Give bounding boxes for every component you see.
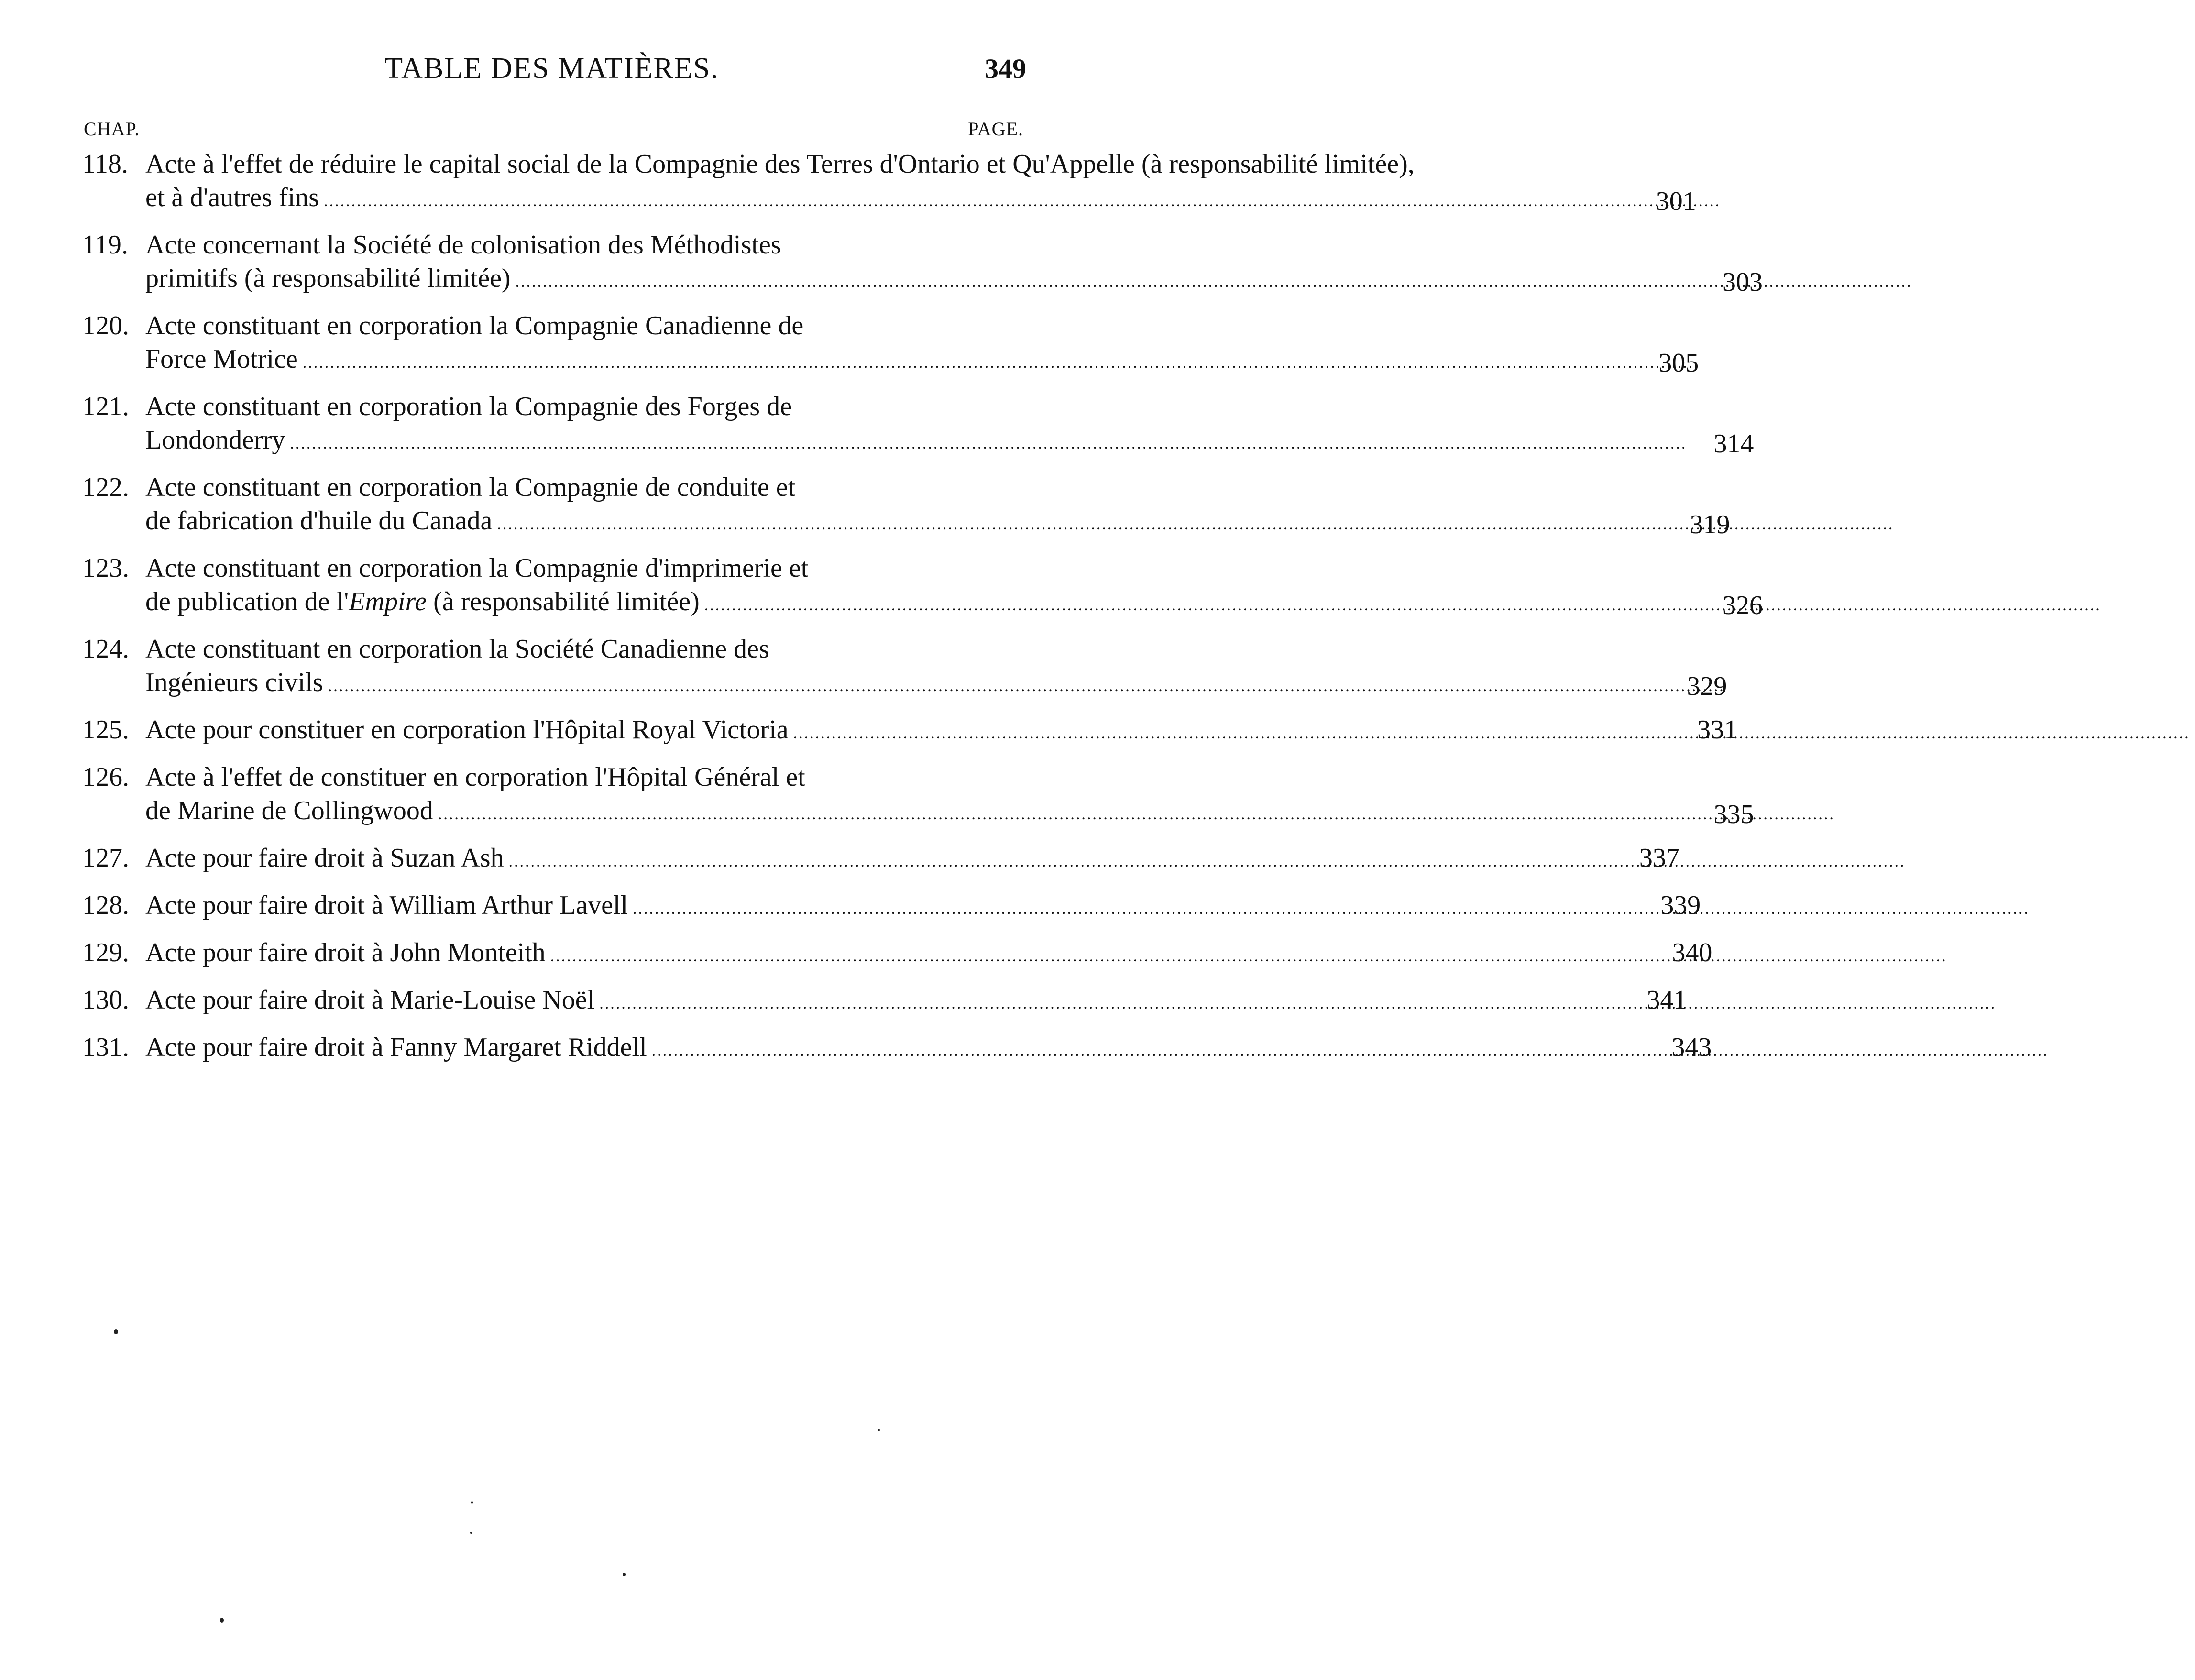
chapter-number: 130.: [82, 985, 129, 1015]
table-of-contents: [82, 147, 1763, 1068]
page-reference: 340: [1672, 938, 1712, 967]
entry-title-last-line: [145, 585, 700, 618]
page-reference: 326: [1723, 591, 1763, 620]
entry-title-last-line: Acte pour faire droit à Suzan Ash: [145, 843, 504, 873]
entry-title-last-line: Acte pour faire droit à Marie-Louise Noël: [145, 985, 595, 1015]
entry-title-last-line: Londonderry: [145, 425, 285, 455]
page-reference: 337: [1639, 843, 1679, 873]
dot-leader: [433, 798, 1840, 831]
print-speck: [878, 1429, 880, 1431]
toc-entry-122: [82, 471, 1730, 541]
toc-entry-128: [82, 889, 1701, 926]
print-speck: [470, 1532, 472, 1534]
entry-title-last-line: et à d'autres fins: [145, 183, 319, 212]
dot-leader: [789, 717, 2195, 750]
page-reference: 339: [1660, 890, 1701, 920]
toc-entry-120: [82, 309, 1699, 380]
entry-title-line: Acte constituant en corporation la Compagnie d'imprimerie et: [145, 553, 809, 583]
toc-entry-118: [82, 147, 1696, 218]
page-reference: 329: [1687, 671, 1727, 701]
entry-title-last-line: Ingénieurs civils: [145, 668, 323, 697]
entry-title-line: Acte constituant en corporation la Compagnie de conduite et: [145, 472, 796, 502]
dot-leader: [647, 1034, 2053, 1068]
toc-entry-119: [82, 228, 1763, 299]
chapter-number: 126.: [82, 762, 129, 792]
entry-title-last-line: Acte pour faire droit à Fanny Margaret Riddell: [145, 1032, 647, 1062]
toc-entry-130: [82, 983, 1687, 1021]
page-reference: 303: [1723, 267, 1763, 297]
dot-leader: [700, 589, 2106, 622]
column-heading-chap: CHAP.: [84, 118, 140, 140]
print-speck: [471, 1501, 473, 1504]
toc-entry-127: [82, 841, 1679, 878]
chapter-number: 129.: [82, 938, 129, 967]
running-title: TABLE DES MATIÈRES.: [384, 52, 719, 85]
entry-title-line: Acte concernant la Société de colonisation des Méthodistes: [145, 230, 781, 260]
toc-entry-129: [82, 936, 1712, 973]
dot-leader: [628, 892, 2034, 926]
entry-title-text: de publication de l': [145, 587, 349, 616]
chapter-number: 125.: [82, 715, 129, 745]
dot-leader: [546, 940, 1952, 973]
toc-entry-126: [82, 760, 1754, 831]
dot-leader: [323, 670, 1730, 703]
page-reference: 343: [1671, 1032, 1712, 1062]
entry-title-last-line: Acte pour faire droit à William Arthur Lavell: [145, 890, 628, 920]
toc-entry-123: [82, 551, 1763, 622]
toc-entry-125: [82, 713, 1738, 750]
dot-leader: [298, 346, 1704, 380]
page-reference: 301: [1656, 187, 1696, 216]
page-reference: 335: [1713, 800, 1754, 829]
entry-title-line: Acte à l'effet de réduire le capital social de la Compagnie des Terres d'Ontario et Qu'Appelle (à responsabilité limitée),: [145, 149, 1415, 179]
chapter-number: 118.: [82, 149, 128, 179]
entry-title-line: Acte constituant en corporation la Compagnie Canadienne de: [145, 311, 804, 340]
entry-title-last-line: Acte pour faire droit à John Monteith: [145, 938, 546, 967]
print-speck: [114, 1329, 118, 1334]
entry-title-last-line: de Marine de Collingwood: [145, 796, 433, 825]
dot-leader: [504, 845, 1910, 878]
toc-entry-124: [82, 632, 1727, 703]
entry-title-last-line: Force Motrice: [145, 344, 298, 374]
entry-title-last-line: primitifs (à responsabilité limitée): [145, 264, 511, 293]
entry-title-line: Acte constituant en corporation la Compagnie des Forges de: [145, 392, 792, 421]
entry-title-line: Acte à l'effet de constituer en corporation l'Hôpital Général et: [145, 762, 805, 792]
chapter-number: 122.: [82, 472, 129, 502]
chapter-number: 120.: [82, 311, 129, 340]
chapter-number: 124.: [82, 634, 129, 664]
entry-title-last-line: Acte pour constituer en corporation l'Hôpital Royal Victoria: [145, 715, 789, 745]
chapter-number: 131.: [82, 1032, 129, 1062]
chapter-number: 119.: [82, 230, 128, 260]
page-reference: 319: [1690, 510, 1730, 539]
dot-leader: [594, 987, 2001, 1021]
dot-leader: [285, 427, 1691, 461]
chapter-number: 127.: [82, 843, 129, 873]
entry-title-last-line: de fabrication d'huile du Canada: [145, 506, 493, 536]
toc-entry-131: [82, 1031, 1712, 1068]
page-reference: 314: [1713, 429, 1754, 459]
chapter-number: 121.: [82, 392, 129, 421]
newspaper-title: Empire: [349, 587, 427, 616]
chapter-number: 128.: [82, 890, 129, 920]
entry-title-line: Acte constituant en corporation la Société Canadienne des: [145, 634, 769, 664]
page-reference: 331: [1697, 715, 1738, 745]
toc-entry-121: [82, 390, 1754, 461]
page-reference: 341: [1646, 985, 1687, 1015]
dot-leader: [319, 185, 1725, 218]
column-heading-page: PAGE.: [968, 118, 1023, 140]
page-number: 349: [985, 53, 1026, 84]
entry-title-text: (à responsabilité limitée): [427, 587, 700, 616]
page-reference: 305: [1658, 348, 1699, 378]
print-speck: [220, 1618, 224, 1623]
chapter-number: 123.: [82, 553, 129, 583]
print-speck: [623, 1573, 626, 1576]
